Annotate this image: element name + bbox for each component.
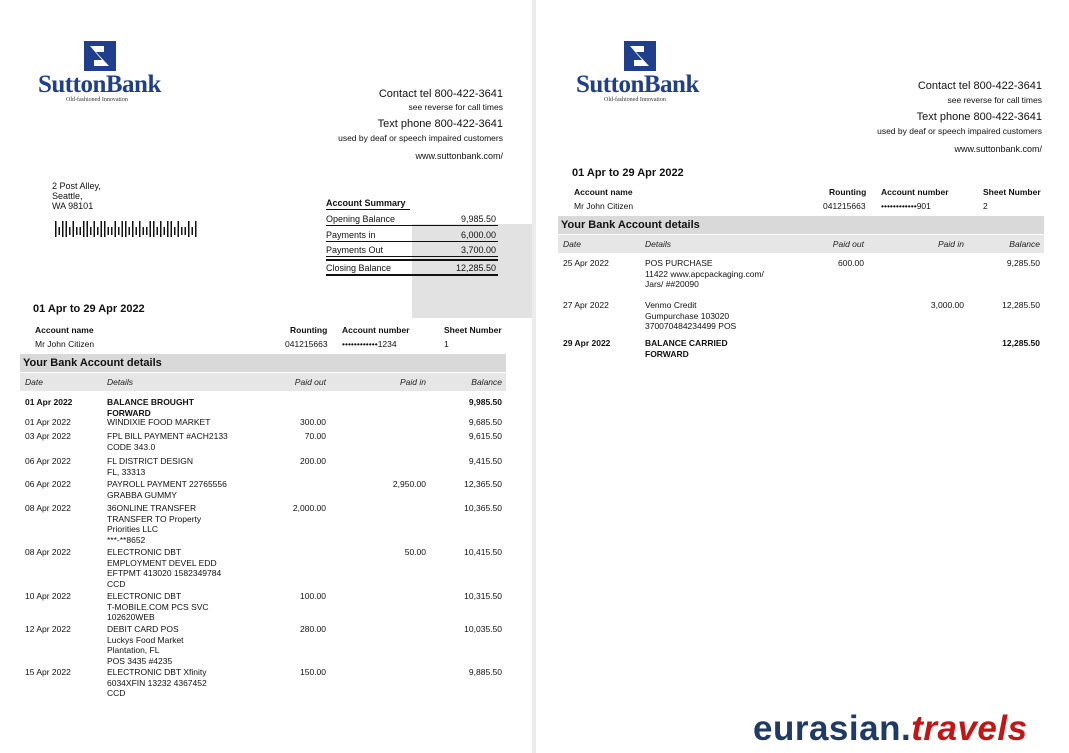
account-number-label: Account number: [342, 325, 410, 335]
transaction-row: [558, 338, 1044, 378]
txn-balance: 9,615.50: [468, 431, 502, 441]
txn-details: BALANCE CARRIED FORWARD: [645, 338, 728, 359]
col-balance: Balance: [471, 377, 502, 387]
txn-details: Venmo Credit Gumpurchase 103020 370070484234499 POS: [645, 300, 737, 331]
txn-date: 06 Apr 2022: [25, 479, 71, 489]
account-number: ••••••••••••1234: [342, 339, 397, 349]
bank-tagline: Old-fashioned Innovation: [604, 97, 666, 103]
col-details: Details: [107, 377, 133, 387]
bank-website[interactable]: www.suttonbank.com/: [954, 144, 1042, 154]
txn-date: 15 Apr 2022: [25, 667, 71, 677]
transaction-row: [20, 547, 506, 587]
account-number: ••••••••••••901: [881, 201, 931, 211]
txn-balance: 10,365.50: [464, 503, 502, 513]
col-date: Date: [563, 239, 581, 249]
sheet-number-label: Sheet Number: [983, 187, 1041, 197]
summary-label: Payments Out: [326, 245, 384, 255]
txn-paid-out: 70.00: [304, 431, 326, 441]
account-summary-title: Account Summary: [326, 198, 410, 210]
txn-paid-out: 600.00: [838, 258, 864, 268]
summary-label: Closing Balance: [326, 263, 392, 273]
summary-payments-in: [326, 228, 498, 242]
txn-details: POS PURCHASE 11422 www.apcpackaging.com/ Jars/ ##20090: [645, 258, 764, 289]
account-name-label: Account name: [35, 325, 94, 335]
summary-value: 12,285.50: [455, 263, 496, 273]
account-name: Mr John Citizen: [35, 339, 95, 349]
txn-paid-out: 300.00: [300, 417, 326, 427]
txn-date: 03 Apr 2022: [25, 431, 71, 441]
statement-period: 01 Apr to 29 Apr 2022: [33, 303, 145, 315]
txn-details: 36ONLINE TRANSFER TRANSFER TO Property Priorities LLC ***-**8652: [107, 503, 202, 545]
col-date: Date: [25, 377, 43, 387]
summary-value: 9,985.50: [460, 214, 496, 224]
routing-number: 041215663: [823, 201, 866, 211]
txn-balance: 9,285.50: [1006, 258, 1040, 268]
column-header-row: [558, 235, 1044, 253]
txn-details: WINDIXIE FOOD MARKET: [107, 417, 211, 427]
summary-payments-out: [326, 243, 498, 257]
txn-paid-in: 2,950.00: [392, 479, 426, 489]
txn-balance: 10,415.50: [464, 547, 502, 557]
bank-tagline: Old-fashioned Innovation: [66, 97, 128, 103]
routing-label: Rounting: [829, 187, 867, 197]
txn-balance: 10,035.50: [464, 624, 502, 634]
transaction-row: [20, 624, 506, 664]
txn-balance: 12,285.50: [1002, 338, 1040, 348]
watermark-part-2: travels: [911, 709, 1028, 748]
contact-tel: Contact tel 800-422-3641: [378, 88, 503, 100]
txn-balance: 9,885.50: [468, 667, 502, 677]
account-name-label: Account name: [574, 187, 633, 197]
txn-paid-out: 150.00: [300, 667, 326, 677]
address-line-1: 2 Post Alley,: [52, 181, 101, 191]
address-line-3: WA 98101: [52, 201, 94, 211]
summary-value: 3,700.00: [460, 245, 496, 255]
summary-label: Payments in: [326, 230, 376, 240]
summary-value: 6,000.00: [460, 230, 496, 240]
statement-page-1: [0, 0, 532, 753]
txn-paid-in: 3,000.00: [930, 300, 964, 310]
bank-name: SuttonBank: [576, 71, 699, 98]
contact-tel: Contact tel 800-422-3641: [917, 80, 1042, 92]
statement-period: 01 Apr to 29 Apr 2022: [572, 167, 684, 179]
postal-barcode-icon: [55, 219, 203, 239]
txn-balance: 9,685.50: [468, 417, 502, 427]
account-number-label: Account number: [881, 187, 949, 197]
column-header-row: [20, 373, 506, 391]
contact-tel-note: see reverse for call times: [408, 102, 503, 112]
txn-balance: 9,985.50: [468, 397, 502, 407]
watermark-part-1: eurasian.: [753, 709, 912, 748]
bank-name: SuttonBank: [38, 71, 161, 98]
txn-paid-out: 200.00: [300, 456, 326, 466]
bank-website[interactable]: www.suttonbank.com/: [415, 151, 503, 161]
txn-details: ELECTRONIC DBT EMPLOYMENT DEVEL EDD EFTPMT 413020 1582349784 CCD: [107, 547, 222, 589]
transaction-row: [558, 300, 1044, 340]
routing-label: Rounting: [290, 325, 328, 335]
txn-paid-in: 50.00: [404, 547, 426, 557]
address-line-2: Seattle,: [52, 191, 83, 201]
txn-paid-out: 100.00: [300, 591, 326, 601]
txn-balance: 12,365.50: [464, 479, 502, 489]
txn-balance: 12,285.50: [1002, 300, 1040, 310]
txn-balance: 9,415.50: [468, 456, 502, 466]
txn-date: 08 Apr 2022: [25, 503, 71, 513]
text-phone: Text phone 800-422-3641: [377, 118, 503, 130]
text-phone: Text phone 800-422-3641: [916, 111, 1042, 123]
col-details: Details: [645, 239, 671, 249]
transaction-row: [20, 667, 506, 707]
col-paid-in: Paid in: [400, 377, 426, 387]
txn-date: 08 Apr 2022: [25, 547, 71, 557]
bank-logo-icon: [82, 39, 118, 73]
customer-address: [52, 181, 101, 211]
col-paid-in: Paid in: [938, 239, 964, 249]
transaction-row: [558, 258, 1044, 298]
text-phone-note: used by deaf or speech impaired customers: [877, 126, 1042, 136]
text-phone-note: used by deaf or speech impaired customers: [338, 133, 503, 143]
txn-paid-out: 2,000.00: [292, 503, 326, 513]
transaction-row: [20, 503, 506, 543]
section-title: Your Bank Account details: [20, 354, 506, 372]
txn-details: DEBIT CARD POS Luckys Food Market Plantation, FL POS 3435 #4235: [107, 624, 184, 666]
txn-details: ELECTRONIC DBT T-MOBILE.COM PCS SVC 102620WEB: [107, 591, 209, 622]
sheet-number: 2: [983, 201, 988, 211]
account-name: Mr John Citizen: [574, 201, 634, 211]
summary-closing-balance: [326, 259, 498, 276]
txn-details: FPL BILL PAYMENT #ACH2133 CODE 343.0: [107, 431, 228, 452]
col-paid-out: Paid out: [832, 239, 864, 249]
txn-date: 01 Apr 2022: [25, 417, 71, 427]
txn-date: 01 Apr 2022: [25, 397, 73, 407]
txn-date: 06 Apr 2022: [25, 456, 71, 466]
txn-paid-out: 280.00: [300, 624, 326, 634]
txn-balance: 10,315.50: [464, 591, 502, 601]
txn-details: FL DISTRICT DESIGN FL, 33313: [107, 456, 193, 477]
routing-number: 041215663: [285, 339, 328, 349]
sheet-number: 1: [444, 339, 449, 349]
txn-details: BALANCE BROUGHT FORWARD: [107, 397, 194, 418]
section-title: Your Bank Account details: [558, 216, 1044, 234]
txn-date: 29 Apr 2022: [563, 338, 611, 348]
txn-date: 12 Apr 2022: [25, 624, 71, 634]
statement-page-2: [536, 0, 1069, 753]
txn-details: ELECTRONIC DBT Xfinity 6034XFIN 13232 4367452 CCD: [107, 667, 207, 698]
txn-details: PAYROLL PAYMENT 22765556 GRABBA GUMMY: [107, 479, 227, 500]
txn-date: 25 Apr 2022: [563, 258, 609, 268]
contact-tel-note: see reverse for call times: [947, 95, 1042, 105]
summary-opening-balance: [326, 212, 498, 226]
bank-logo-icon: [622, 39, 658, 73]
txn-date: 27 Apr 2022: [563, 300, 609, 310]
watermark-text: [753, 709, 1028, 749]
col-balance: Balance: [1009, 239, 1040, 249]
sheet-number-label: Sheet Number: [444, 325, 502, 335]
summary-label: Opening Balance: [326, 214, 396, 224]
txn-date: 10 Apr 2022: [25, 591, 71, 601]
col-paid-out: Paid out: [294, 377, 326, 387]
